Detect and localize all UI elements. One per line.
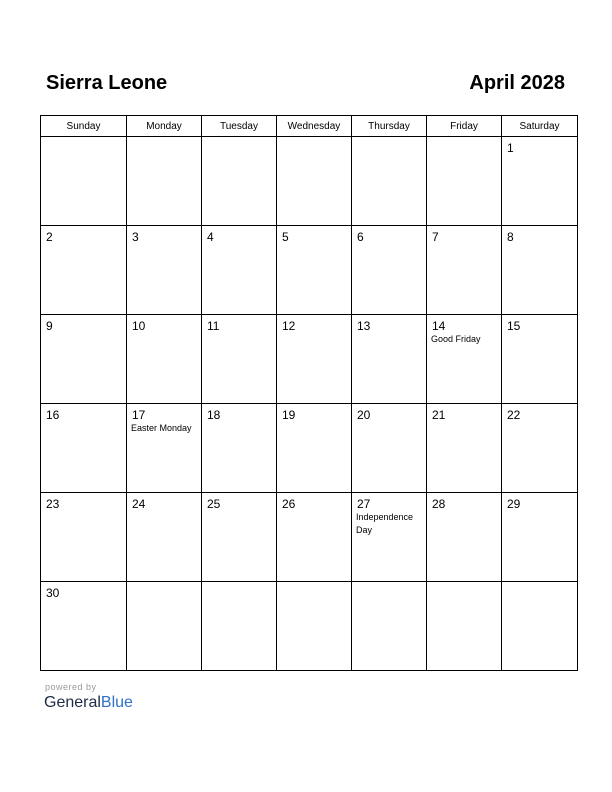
day-number: 5 [282, 230, 289, 244]
day-cell [277, 404, 352, 493]
day-cell [502, 315, 578, 404]
day-number: 19 [282, 408, 296, 422]
day-cell [202, 226, 277, 315]
day-number: 30 [46, 586, 60, 600]
day-cell [202, 582, 277, 671]
day-cell [352, 315, 427, 404]
day-number: 10 [132, 319, 146, 333]
day-cell [502, 404, 578, 493]
day-number: 11 [207, 319, 220, 333]
day-cell [202, 404, 277, 493]
day-number [502, 582, 577, 586]
day-cell [352, 493, 427, 582]
powered-by-label: powered by [45, 682, 97, 692]
brand-blue-text: Blue [100, 694, 133, 711]
day-number: 25 [207, 497, 221, 511]
weekday-header-row [41, 116, 578, 137]
day-number: 26 [282, 497, 296, 511]
day-number: 20 [357, 408, 371, 422]
day-number: 2 [46, 230, 53, 244]
day-cell [502, 226, 578, 315]
weekday-header-sunday: Sunday [41, 116, 127, 137]
day-number: 23 [46, 497, 60, 511]
day-number: 14 [432, 319, 446, 333]
weekday-header-thursday: Thursday [352, 116, 427, 137]
day-number [352, 582, 426, 586]
day-cell [127, 315, 202, 404]
day-cell [41, 315, 127, 404]
day-number: 16 [46, 408, 60, 422]
footer-branding [44, 682, 133, 713]
holiday-label: Good Friday [431, 334, 481, 344]
day-number: 6 [357, 230, 364, 244]
week-row [41, 582, 578, 671]
day-cell [427, 137, 502, 226]
day-cell [127, 226, 202, 315]
day-cell [502, 493, 578, 582]
day-cell [41, 493, 127, 582]
weekday-header-tuesday: Tuesday [202, 116, 277, 137]
week-row [41, 137, 578, 226]
day-number [277, 137, 351, 141]
weekday-header-saturday: Saturday [502, 116, 578, 137]
day-cell [127, 582, 202, 671]
day-number: 12 [282, 319, 296, 333]
day-cell [427, 404, 502, 493]
day-number [427, 137, 501, 141]
day-cell [427, 315, 502, 404]
day-number: 18 [207, 408, 221, 422]
day-cell [277, 315, 352, 404]
day-cell [427, 226, 502, 315]
day-cell [41, 404, 127, 493]
day-number: 9 [46, 319, 53, 333]
day-number [277, 582, 351, 586]
day-cell [277, 493, 352, 582]
day-cell [277, 582, 352, 671]
day-cell [202, 137, 277, 226]
brand-general-text: General [44, 694, 101, 711]
day-cell [127, 493, 202, 582]
week-row [41, 226, 578, 315]
day-number: 29 [507, 497, 521, 511]
day-number: 7 [432, 230, 439, 244]
day-cell [41, 226, 127, 315]
day-number [127, 137, 201, 141]
week-row [41, 315, 578, 404]
day-number: 21 [432, 408, 446, 422]
day-cell [41, 582, 127, 671]
day-number: 22 [507, 408, 521, 422]
day-cell [277, 137, 352, 226]
day-cell [277, 226, 352, 315]
day-cell [352, 137, 427, 226]
day-number: 28 [432, 497, 446, 511]
day-number: 1 [507, 141, 514, 155]
day-number [41, 137, 126, 141]
day-number [427, 582, 501, 586]
day-number [352, 137, 426, 141]
day-number: 3 [132, 230, 139, 244]
day-cell [41, 137, 127, 226]
day-cell [352, 582, 427, 671]
day-cell [427, 493, 502, 582]
day-cell [127, 137, 202, 226]
day-cell [502, 582, 578, 671]
week-row [41, 493, 578, 582]
calendar-grid [40, 115, 578, 671]
day-cell [502, 137, 578, 226]
day-number: 13 [357, 319, 371, 333]
day-number: 4 [207, 230, 214, 244]
day-number: 8 [507, 230, 514, 244]
day-number: 24 [132, 497, 146, 511]
holiday-label: Easter Monday [131, 423, 192, 433]
country-title: Sierra Leone [46, 72, 168, 94]
day-number: 27 [357, 497, 371, 511]
week-row [41, 404, 578, 493]
day-number [202, 137, 276, 141]
day-cell [127, 404, 202, 493]
day-cell [202, 315, 277, 404]
generalblue-logo [44, 693, 133, 713]
month-title: April 2028 [469, 72, 565, 94]
holiday-label: Independence Day [356, 512, 414, 535]
day-number: 15 [507, 319, 521, 333]
day-cell [202, 493, 277, 582]
day-number [202, 582, 276, 586]
weekday-header-wednesday: Wednesday [277, 116, 352, 137]
day-cell [352, 226, 427, 315]
weekday-header-friday: Friday [427, 116, 502, 137]
day-cell [352, 404, 427, 493]
day-number [127, 582, 201, 586]
day-number: 17 [132, 408, 146, 422]
day-cell [427, 582, 502, 671]
weekday-header-monday: Monday [127, 116, 202, 137]
